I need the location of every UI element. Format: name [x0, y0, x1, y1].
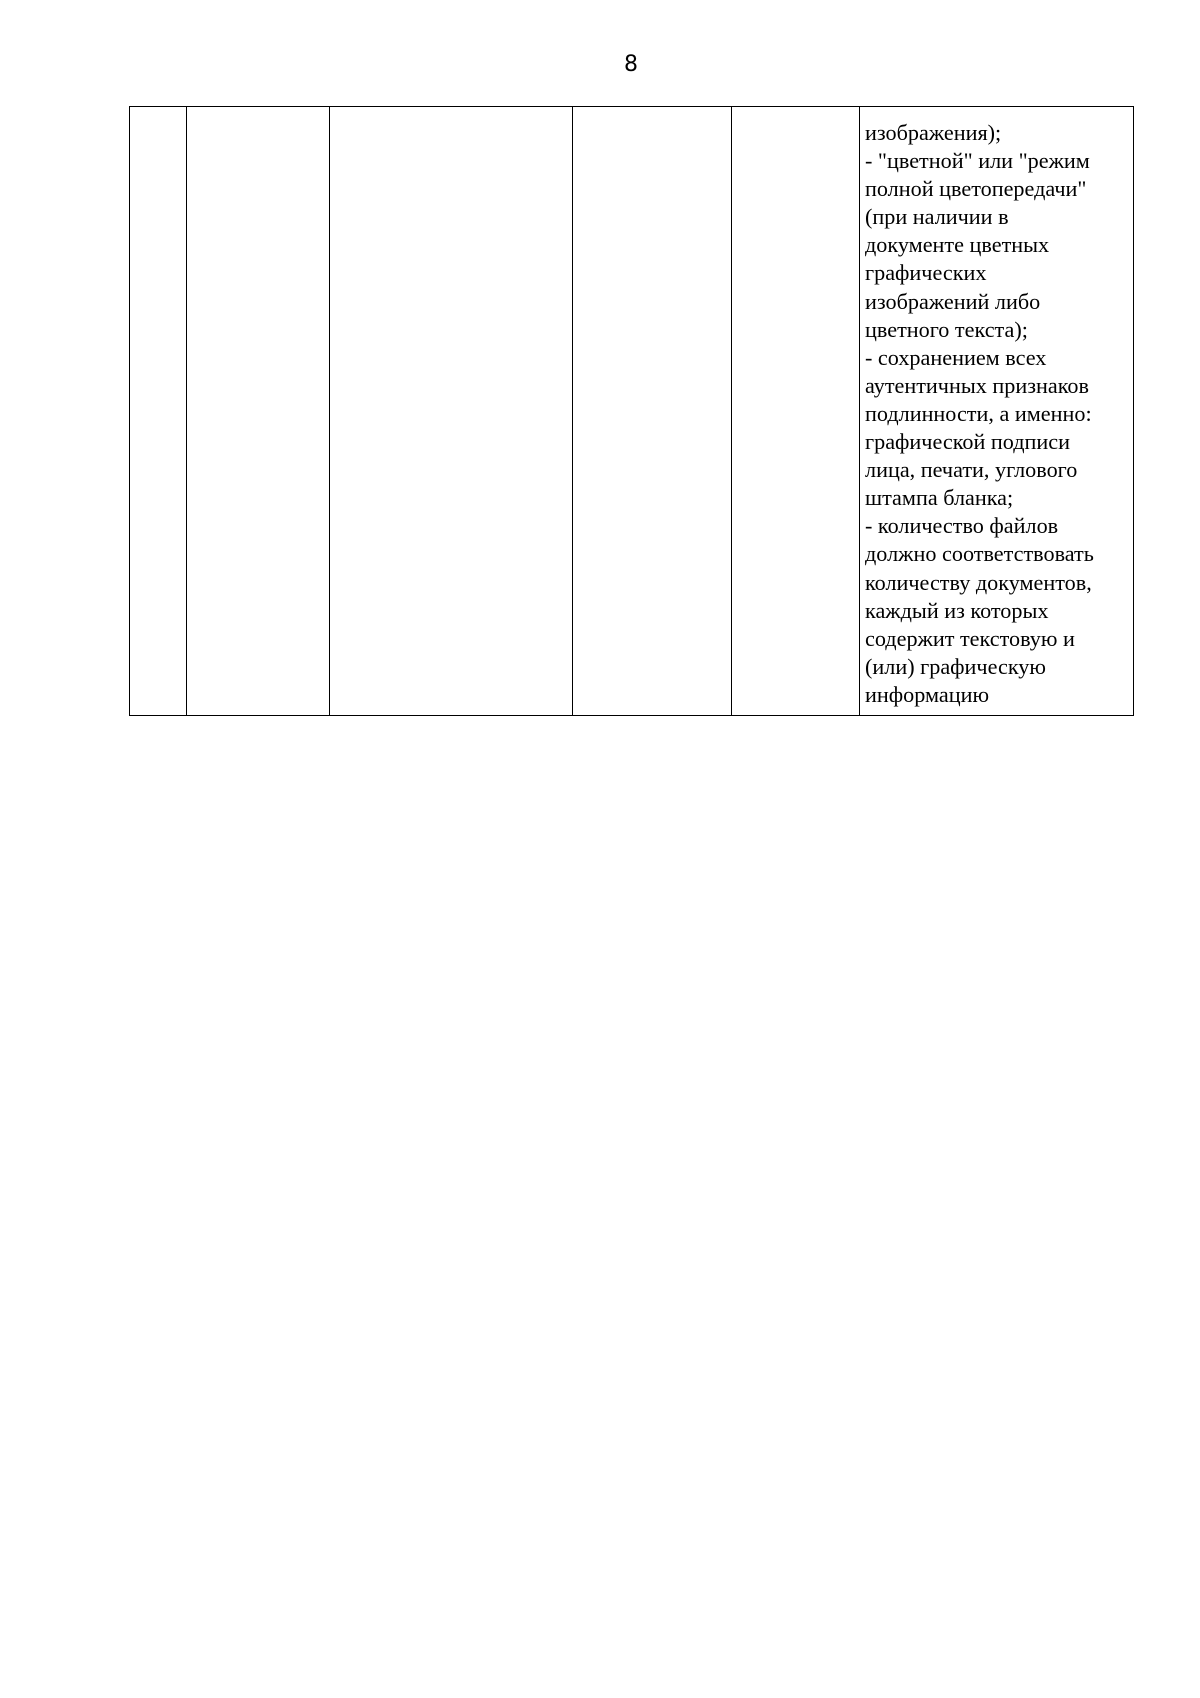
text-line: аутентичных признаков: [865, 372, 1089, 398]
text-line: - сохранением всех: [865, 344, 1047, 370]
text-line: каждый из которых: [865, 597, 1049, 623]
text-line: цветного текста);: [865, 316, 1028, 342]
text-line: (при наличии в: [865, 204, 1009, 230]
text-line: полной цветопередачи": [865, 176, 1087, 202]
text-line: изображения);: [865, 120, 1002, 145]
text-line: графической подписи: [865, 429, 1070, 455]
text-line: содержит текстовую и: [865, 625, 1075, 651]
table-cell-5: [732, 107, 860, 716]
requirements-table: [129, 106, 1134, 716]
table-cell-3: [330, 107, 573, 716]
text-line: штампа бланка;: [865, 485, 1014, 511]
table-cell-4: [573, 107, 732, 716]
text-line: количеству документов,: [865, 569, 1092, 595]
text-line: лица, печати, углового: [865, 457, 1078, 483]
table-row: [130, 107, 1134, 716]
text-line: должно соответствовать: [865, 541, 1094, 567]
text-line: - количество файлов: [865, 513, 1059, 539]
text-line: информацию: [865, 681, 990, 707]
text-line: документе цветных: [865, 232, 1050, 258]
text-line: изображений либо: [865, 288, 1041, 314]
page-number: 8: [624, 52, 638, 77]
table-cell-1: [130, 107, 187, 716]
text-line: подлинности, а именно:: [865, 400, 1092, 426]
text-line: графических: [865, 260, 987, 286]
text-line: - "цветной" или "режим: [865, 148, 1090, 174]
table-cell-6: [860, 107, 1134, 716]
text-line: (или) графическую: [865, 653, 1046, 679]
table-cell-2: [187, 107, 330, 716]
requirements-text: [860, 107, 1133, 715]
